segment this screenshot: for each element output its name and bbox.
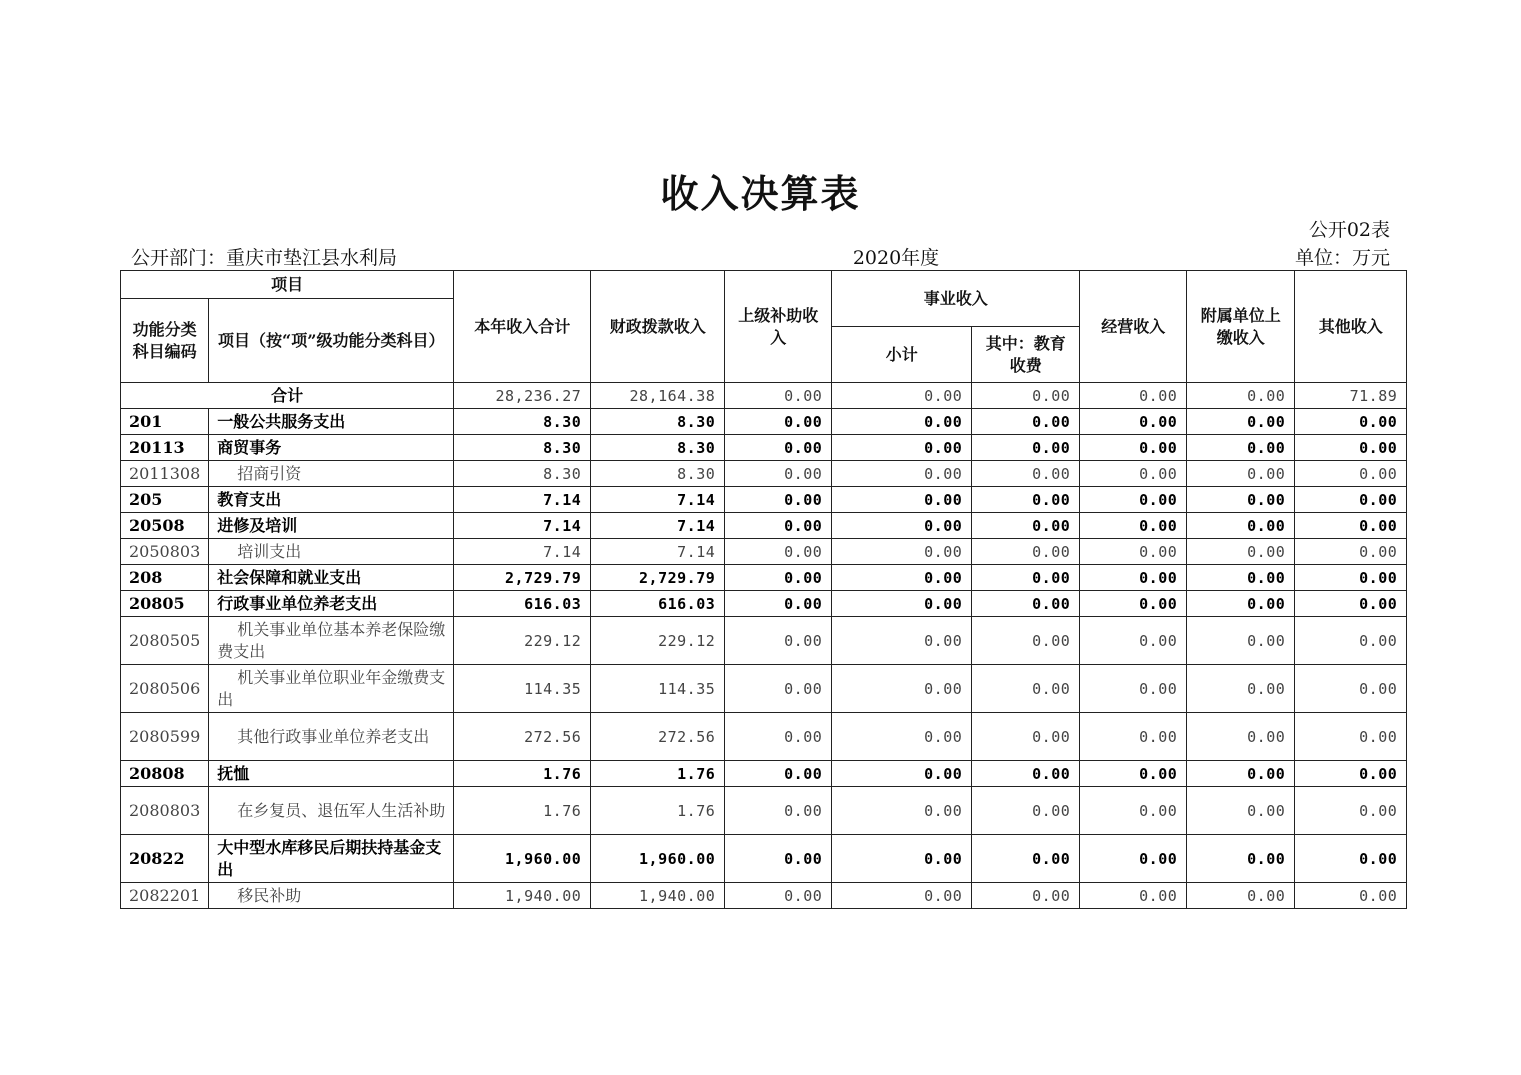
row-name: 机关事业单位基本养老保险缴费支出 [209, 617, 454, 665]
row-value: 7.14 [591, 487, 725, 513]
row-value: 8.30 [591, 435, 725, 461]
row-value: 0.00 [1080, 665, 1187, 713]
row-value: 0.00 [1295, 409, 1407, 435]
form-number: 公开02表 [1308, 219, 1390, 241]
row-value: 0.00 [972, 761, 1080, 787]
row-value: 0.00 [832, 565, 972, 591]
header-education: 其中：教育收费 [972, 327, 1080, 383]
row-name: 进修及培训 [209, 513, 454, 539]
total-cell: 0.00 [725, 383, 832, 409]
row-value: 0.00 [1295, 713, 1407, 761]
row-value: 1.76 [454, 787, 591, 835]
row-value: 616.03 [591, 591, 725, 617]
table-row [121, 713, 1407, 761]
row-value: 0.00 [972, 591, 1080, 617]
row-code: 205 [121, 487, 209, 513]
table-row [121, 883, 1407, 909]
header-superior: 上级补助收入 [725, 271, 832, 383]
row-value: 8.30 [454, 409, 591, 435]
row-value: 0.00 [1080, 835, 1187, 883]
row-value: 0.00 [832, 883, 972, 909]
total-cell: 0.00 [1080, 383, 1187, 409]
row-value: 0.00 [725, 565, 832, 591]
row-value: 0.00 [1187, 409, 1295, 435]
row-value: 0.00 [725, 761, 832, 787]
row-value: 0.00 [1187, 487, 1295, 513]
row-code: 20808 [121, 761, 209, 787]
row-name: 培训支出 [209, 539, 454, 565]
row-value: 0.00 [1295, 665, 1407, 713]
header-affiliate: 附属单位上缴收入 [1187, 271, 1295, 383]
row-value: 0.00 [1187, 761, 1295, 787]
row-code: 2080505 [121, 617, 209, 665]
table-row [121, 835, 1407, 883]
row-code: 20113 [121, 435, 209, 461]
row-value: 229.12 [591, 617, 725, 665]
row-code: 20805 [121, 591, 209, 617]
row-value: 7.14 [454, 513, 591, 539]
row-value: 229.12 [454, 617, 591, 665]
row-value: 0.00 [1187, 513, 1295, 539]
row-value: 0.00 [972, 435, 1080, 461]
row-value: 0.00 [725, 539, 832, 565]
row-value: 0.00 [1080, 883, 1187, 909]
row-value: 0.00 [725, 409, 832, 435]
total-cell: 0.00 [832, 383, 972, 409]
row-value: 0.00 [832, 513, 972, 539]
table-row [121, 665, 1407, 713]
row-value: 0.00 [972, 665, 1080, 713]
table-row [121, 409, 1407, 435]
row-value: 0.00 [972, 787, 1080, 835]
row-value: 2,729.79 [454, 565, 591, 591]
unit-label: 单位：万元 [1294, 247, 1390, 269]
row-value: 0.00 [1080, 713, 1187, 761]
income-table [120, 270, 1407, 909]
row-value: 0.00 [1187, 835, 1295, 883]
row-value: 0.00 [832, 539, 972, 565]
total-cell: 0.00 [972, 383, 1080, 409]
table-header [121, 271, 1407, 383]
row-code: 2080506 [121, 665, 209, 713]
row-value: 1.76 [591, 761, 725, 787]
row-value: 0.00 [1080, 409, 1187, 435]
row-value: 1,960.00 [454, 835, 591, 883]
row-value: 0.00 [1080, 787, 1187, 835]
row-value: 0.00 [832, 617, 972, 665]
row-value: 0.00 [972, 513, 1080, 539]
row-value: 0.00 [725, 487, 832, 513]
row-value: 0.00 [1080, 513, 1187, 539]
row-value: 0.00 [1295, 787, 1407, 835]
row-name: 移民补助 [209, 883, 454, 909]
row-value: 0.00 [1080, 487, 1187, 513]
row-value: 8.30 [591, 461, 725, 487]
row-value: 0.00 [832, 487, 972, 513]
row-value: 0.00 [1295, 435, 1407, 461]
row-value: 0.00 [1080, 591, 1187, 617]
row-name: 抚恤 [209, 761, 454, 787]
row-value: 1.76 [591, 787, 725, 835]
row-code: 2082201 [121, 883, 209, 909]
header-fiscal: 财政拨款收入 [591, 271, 725, 383]
row-value: 0.00 [1187, 461, 1295, 487]
row-value: 0.00 [1187, 617, 1295, 665]
row-name: 一般公共服务支出 [209, 409, 454, 435]
row-value: 0.00 [972, 461, 1080, 487]
row-name: 行政事业单位养老支出 [209, 591, 454, 617]
row-value: 0.00 [725, 591, 832, 617]
row-name: 商贸事务 [209, 435, 454, 461]
row-code: 20822 [121, 835, 209, 883]
row-value: 0.00 [1187, 713, 1295, 761]
row-value: 0.00 [1295, 565, 1407, 591]
header-business: 事业收入 [832, 271, 1080, 327]
row-name: 社会保障和就业支出 [209, 565, 454, 591]
row-value: 0.00 [725, 513, 832, 539]
row-value: 272.56 [454, 713, 591, 761]
total-cell: 28,164.38 [591, 383, 725, 409]
row-value: 0.00 [972, 539, 1080, 565]
row-value: 8.30 [454, 461, 591, 487]
table-row [121, 617, 1407, 665]
row-value: 1.76 [454, 761, 591, 787]
row-value: 0.00 [725, 787, 832, 835]
row-value: 616.03 [454, 591, 591, 617]
row-value: 0.00 [1080, 435, 1187, 461]
row-value: 0.00 [832, 761, 972, 787]
table-body [121, 383, 1407, 909]
row-value: 1,940.00 [454, 883, 591, 909]
row-name: 大中型水库移民后期扶持基金支出 [209, 835, 454, 883]
row-value: 0.00 [1295, 617, 1407, 665]
row-name: 招商引资 [209, 461, 454, 487]
page-title: 收入决算表 [660, 171, 861, 216]
row-value: 7.14 [454, 539, 591, 565]
row-value: 1,960.00 [591, 835, 725, 883]
row-value: 0.00 [725, 835, 832, 883]
row-code: 2050803 [121, 539, 209, 565]
row-code: 208 [121, 565, 209, 591]
total-cell: 71.89 [1295, 383, 1407, 409]
row-value: 8.30 [591, 409, 725, 435]
row-code: 2080803 [121, 787, 209, 835]
row-value: 1,940.00 [591, 883, 725, 909]
row-value: 0.00 [972, 883, 1080, 909]
row-value: 0.00 [1295, 461, 1407, 487]
row-value: 0.00 [832, 435, 972, 461]
table-row [121, 591, 1407, 617]
row-value: 0.00 [832, 713, 972, 761]
row-value: 0.00 [1187, 787, 1295, 835]
row-value: 7.14 [591, 513, 725, 539]
fiscal-year: 2020年度 [852, 247, 940, 269]
row-name: 其他行政事业单位养老支出 [209, 713, 454, 761]
row-value: 0.00 [1080, 617, 1187, 665]
row-value: 7.14 [454, 487, 591, 513]
table-row [121, 461, 1407, 487]
row-value: 0.00 [1080, 461, 1187, 487]
row-value: 0.00 [725, 665, 832, 713]
row-value: 0.00 [1080, 761, 1187, 787]
row-value: 0.00 [1295, 883, 1407, 909]
row-value: 0.00 [1295, 487, 1407, 513]
row-value: 0.00 [725, 461, 832, 487]
row-value: 0.00 [972, 617, 1080, 665]
row-value: 272.56 [591, 713, 725, 761]
row-code: 20508 [121, 513, 209, 539]
total-row [121, 383, 1407, 409]
header-code: 功能分类科目编码 [121, 299, 209, 383]
department-label: 公开部门：重庆市垫江县水利局 [131, 247, 398, 269]
total-cell: 28,236.27 [454, 383, 591, 409]
row-value: 0.00 [1187, 883, 1295, 909]
total-cell: 0.00 [1187, 383, 1295, 409]
row-value: 0.00 [1187, 591, 1295, 617]
row-value: 0.00 [1187, 539, 1295, 565]
row-value: 0.00 [725, 617, 832, 665]
row-name: 机关事业单位职业年金缴费支出 [209, 665, 454, 713]
row-value: 114.35 [591, 665, 725, 713]
row-value: 0.00 [1187, 665, 1295, 713]
row-value: 0.00 [832, 787, 972, 835]
row-name: 教育支出 [209, 487, 454, 513]
row-value: 0.00 [832, 461, 972, 487]
row-value: 0.00 [832, 665, 972, 713]
row-value: 0.00 [972, 487, 1080, 513]
table-row [121, 539, 1407, 565]
header-total: 本年收入合计 [454, 271, 591, 383]
table-row [121, 565, 1407, 591]
table-row [121, 761, 1407, 787]
row-value: 0.00 [1080, 539, 1187, 565]
row-value: 0.00 [832, 409, 972, 435]
row-value: 0.00 [1295, 591, 1407, 617]
row-value: 0.00 [725, 435, 832, 461]
row-value: 2,729.79 [591, 565, 725, 591]
row-value: 0.00 [1187, 435, 1295, 461]
row-value: 0.00 [832, 591, 972, 617]
row-code: 2011308 [121, 461, 209, 487]
header-operating: 经营收入 [1080, 271, 1187, 383]
table-row [121, 513, 1407, 539]
total-label: 合计 [121, 383, 454, 409]
row-value: 0.00 [972, 565, 1080, 591]
header-project: 项目 [121, 271, 454, 299]
row-value: 0.00 [1187, 565, 1295, 591]
table-row [121, 435, 1407, 461]
row-value: 7.14 [591, 539, 725, 565]
table-row [121, 487, 1407, 513]
row-value: 0.00 [1080, 565, 1187, 591]
row-value: 0.00 [1295, 513, 1407, 539]
row-value: 0.00 [1295, 761, 1407, 787]
header-subtotal: 小计 [832, 327, 972, 383]
row-value: 0.00 [1295, 539, 1407, 565]
row-value: 0.00 [725, 713, 832, 761]
row-name: 在乡复员、退伍军人生活补助 [209, 787, 454, 835]
header-other: 其他收入 [1295, 271, 1407, 383]
table-row [121, 787, 1407, 835]
row-code: 2080599 [121, 713, 209, 761]
row-value: 0.00 [1295, 835, 1407, 883]
row-value: 0.00 [972, 409, 1080, 435]
row-value: 0.00 [725, 883, 832, 909]
row-value: 0.00 [972, 835, 1080, 883]
row-value: 114.35 [454, 665, 591, 713]
row-value: 0.00 [832, 835, 972, 883]
row-value: 0.00 [972, 713, 1080, 761]
row-value: 8.30 [454, 435, 591, 461]
header-name: 项目（按“项”级功能分类科目） [209, 299, 454, 383]
row-code: 201 [121, 409, 209, 435]
